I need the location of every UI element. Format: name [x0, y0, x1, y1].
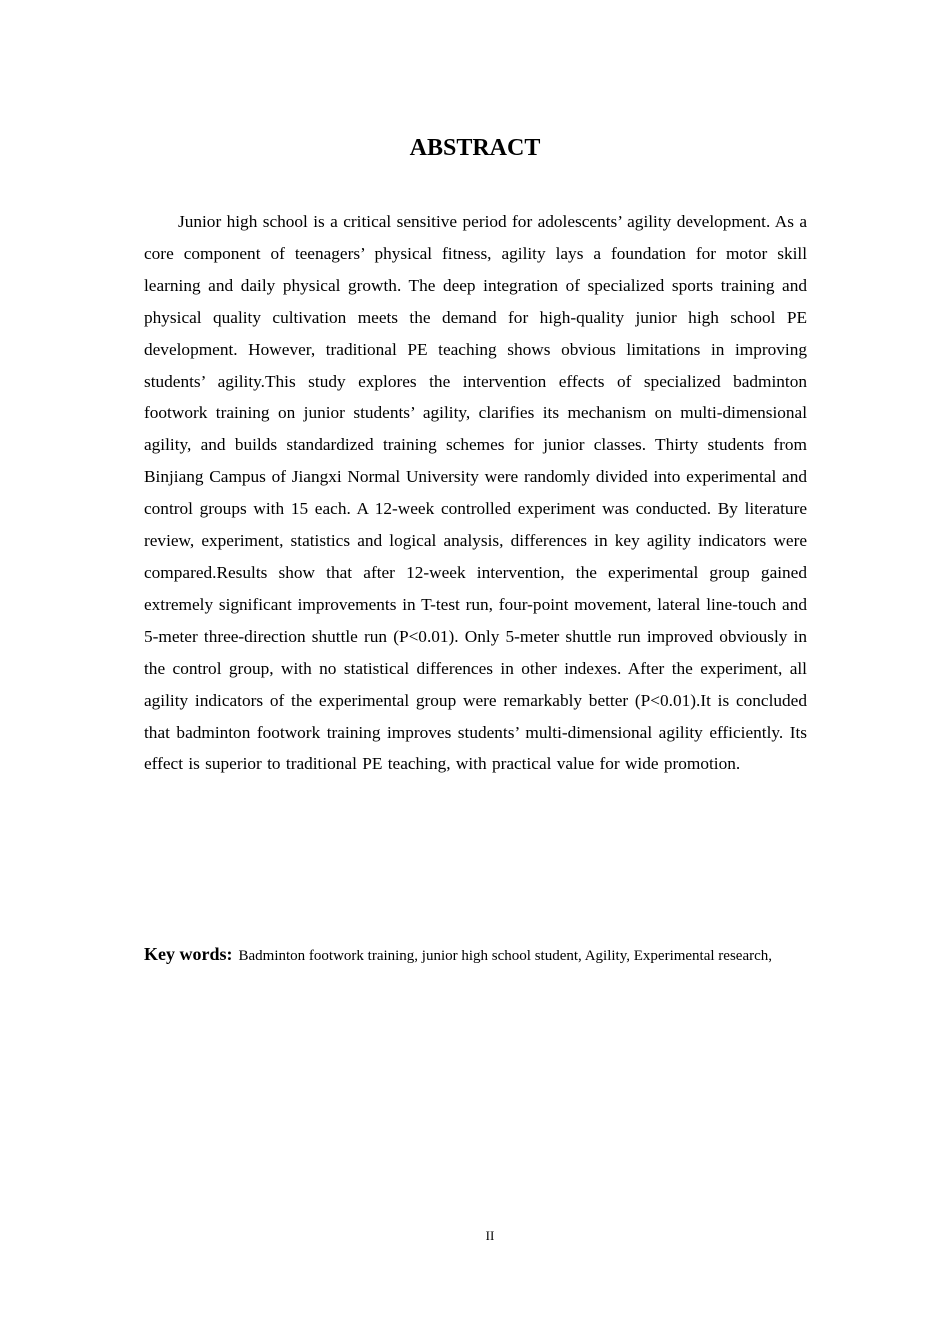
keywords-text: Badminton footwork training, junior high school student, Agility, Experimental research,	[238, 948, 773, 964]
keywords-label: Key words:	[144, 944, 233, 964]
abstract-body: Junior high school is a critical sensitive period for adolescents’ agility development. As a core component of teenagers’ physical fitness, agility lays a foundation for motor skill learning and daily physical growth. The deep integration of specialized sports training and physical quality cultivation meets the demand for high-quality junior high school PE development. However, traditional PE teaching shows obvious limitations in improving students’ agility.This study explores the intervention effects of specialized badminton footwork training on junior students’ agility, clarifies its mechanism on multi-dimensional agility, and builds standardized training schemes for junior classes. Thirty students from Binjiang Campus of Jiangxi Normal University were randomly divided into experimental and control groups with 15 each. A 12-week controlled experiment was conducted. By literature review, experiment, statistics and logical analysis, differences in key agility indicators were compared.Results show that after 12-week intervention, the experimental group gained extremely significant improvements in T-test run, four-point movement, lateral line-touch and 5-meter three-direction shuttle run (P<0.01). Only 5-meter shuttle run improved obviously in the control group, with no statistical differences in other indexes. After the experiment, all agility indicators of the experimental group were remarkably better (P<0.01).It is concluded that badminton footwork training improves students’ multi-dimensional agility efficiently. Its effect is superior to traditional PE teaching, with practical value for wide promotion.	[144, 212, 807, 774]
abstract-title: ABSTRACT	[409, 135, 541, 161]
page-number: II	[485, 1228, 495, 1243]
keywords-section	[144, 939, 807, 972]
